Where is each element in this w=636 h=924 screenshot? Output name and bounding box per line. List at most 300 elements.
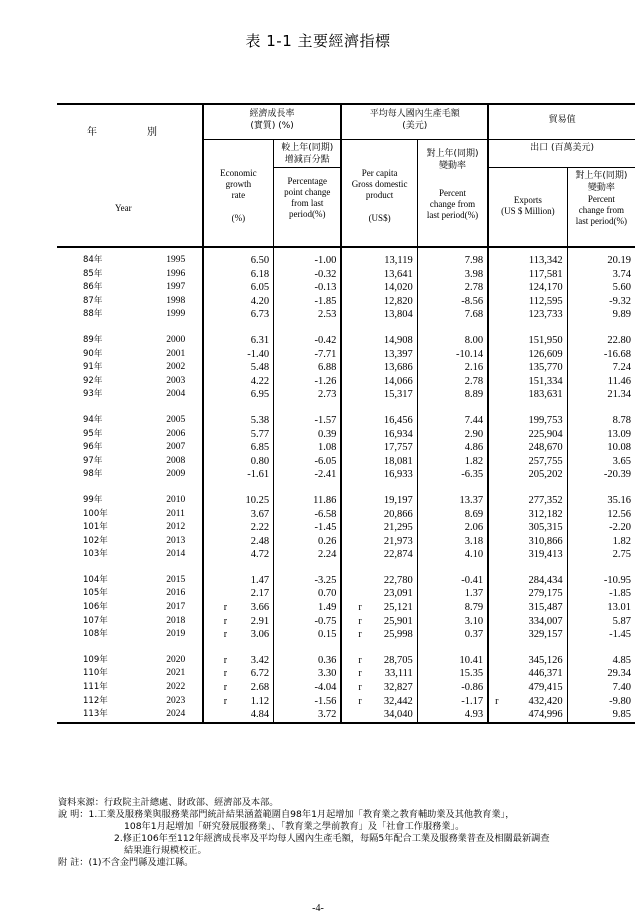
ad-year-cell [144, 654, 203, 668]
ad-year-cell [144, 695, 203, 709]
growth-en-2: growth [225, 179, 252, 189]
exports-change-cell [567, 508, 635, 522]
ad-year-cell-value: 2016 [166, 588, 186, 599]
roc-year-cell-value: 101年 [83, 522, 108, 533]
ad-year-cell-value: 2010 [166, 494, 186, 505]
growth-rate-cell-value: 6.18 [250, 268, 270, 280]
table-row [57, 615, 635, 629]
roc-year-cell [57, 601, 144, 615]
exports-change-cell [567, 441, 635, 455]
roc-year-cell-value: 91年 [83, 362, 103, 373]
ad-year-cell-value: 2001 [166, 348, 186, 359]
desc-1b: 108年1月起增加「研究發展服務業」、「教育業之學前教育」及「社會工作服務業」。 [124, 821, 465, 832]
pp-change-cell [274, 521, 342, 535]
roc-year-cell-value: 88年 [83, 309, 103, 320]
roc-year-cell [57, 508, 144, 522]
ad-year-cell-value: 2020 [166, 654, 186, 665]
pc-change-cell [417, 535, 488, 549]
per-capita-gdp-cell [341, 254, 417, 268]
roc-year-cell-value: 95年 [83, 428, 103, 439]
pp-change-cell-value: -0.13 [314, 282, 337, 294]
pp-change-cell-value: 0.26 [317, 535, 337, 547]
growth-rate-cell-value: 0.80 [250, 455, 270, 467]
table-row [57, 601, 635, 615]
roc-year-cell-value: 113年 [83, 709, 108, 720]
exports-cell-value: 135,770 [528, 362, 563, 374]
pc-change-cell-value: 3.10 [464, 615, 484, 627]
growth-rate-cell [203, 708, 274, 723]
exports-change-cell [567, 681, 635, 695]
growth-rate-cell-value: 2.17 [250, 588, 270, 600]
exports-cell [488, 361, 567, 375]
exports-cell [488, 468, 567, 482]
exports-change-cell [567, 254, 635, 268]
exports-cell [488, 348, 567, 362]
growth-rate-cell [203, 334, 274, 348]
ad-year-cell [144, 281, 203, 295]
per-capita-gdp-cell-value: 28,705 [383, 654, 413, 666]
growth-rate-cell [203, 695, 274, 709]
desc-1a: 1.工業及服務業與服務業部門統計結果涵蓋範圍自98年1月起增加「教育業之教育輔助業及其他教育業」， [88, 809, 515, 820]
pp-change-cell [274, 508, 342, 522]
per-capita-gdp-cell [341, 587, 417, 601]
pc-change-cell-value: 3.98 [464, 268, 484, 280]
exports-change-cell-value: 13.01 [607, 602, 631, 614]
pp-change-cell-value: 3.72 [317, 709, 337, 721]
exports-change-cell [567, 708, 635, 723]
growth-rate-cell-value: 3.06 [250, 629, 270, 641]
per-capita-gdp-cell-value: 22,874 [383, 549, 413, 561]
per-capita-gdp-cell-value: 13,804 [383, 309, 413, 321]
table-row [57, 441, 635, 455]
per-capita-gdp-cell-value: 14,066 [383, 375, 413, 387]
pc-change-cell [417, 615, 488, 629]
per-capita-gdp-cell-value: 14,908 [383, 334, 413, 346]
pc-en-2: Gross domestic [351, 179, 408, 189]
growth-rate-cell [203, 268, 274, 282]
roc-year-cell [57, 414, 144, 428]
pc-change-cell [417, 695, 488, 709]
revised-flag: r [358, 682, 362, 694]
growth-rate-cell [203, 494, 274, 508]
ad-year-cell-value: 2011 [166, 508, 185, 519]
exports-cell-value: 432,420 [528, 695, 563, 707]
per-capita-gdp-cell [341, 308, 417, 322]
pc-change-col-header [417, 140, 488, 248]
roc-year-cell [57, 455, 144, 469]
pc-change-cell [417, 361, 488, 375]
pc-change-cell-value: -0.86 [461, 682, 484, 694]
pc-change-cell [417, 667, 488, 681]
exports-change-cell-value: 5.87 [612, 615, 631, 627]
exports-change-cell-value: 1.82 [612, 535, 631, 547]
pp-change-cell-value: 11.86 [313, 494, 337, 506]
growth-rate-cell [203, 535, 274, 549]
exports-change-cell-value: 10.08 [607, 442, 631, 454]
pp-change-cell [274, 268, 342, 282]
growth-rate-cell-value: 6.50 [250, 255, 270, 266]
pc-change-cell [417, 281, 488, 295]
growth-rate-cell-value: 10.25 [245, 494, 270, 506]
ad-year-cell [144, 361, 203, 375]
exports-change-cell-value: 7.40 [612, 682, 631, 694]
exports-col-header [488, 168, 567, 248]
growth-rate-cell [203, 308, 274, 322]
per-capita-gdp-cell [341, 667, 417, 681]
roc-year-cell [57, 654, 144, 668]
per-capita-gdp-cell [341, 468, 417, 482]
roc-year-cell [57, 695, 144, 709]
pc-change-cell [417, 441, 488, 455]
exports-change-cell [567, 521, 635, 535]
desc-2a: 2.修正106年至112年經濟成長率及平均每人國內生產毛額，每隔5年配合工業及服務業普查及相關最新調查 [114, 833, 550, 844]
pp-change-en-header [274, 168, 342, 248]
roc-year-cell-value: 109年 [83, 654, 108, 665]
growth-rate-cell [203, 361, 274, 375]
per-capita-gdp-header [341, 104, 488, 140]
per-capita-gdp-cell-value: 15,317 [383, 389, 413, 401]
exports-cell [488, 494, 567, 508]
pc-change-cell [417, 521, 488, 535]
exports-cell [488, 428, 567, 442]
source-note: 資料來源：行政院主計總處、財政部、經濟部及本部。 [58, 797, 279, 808]
growth-rate-cell [203, 295, 274, 309]
desc-label: 說 明： [58, 809, 89, 820]
per-capita-gdp-cell [341, 414, 417, 428]
growth-rate-cell [203, 455, 274, 469]
pc-unit: (US$) [368, 213, 391, 223]
pc-change-cell-value: -0.41 [461, 574, 484, 586]
pc-change-cell [417, 428, 488, 442]
roc-year-cell-value: 85年 [83, 268, 103, 279]
exports-change-cell [567, 587, 635, 601]
exports-change-cell-value: 13.09 [607, 428, 631, 440]
revised-flag: r [358, 654, 362, 666]
pp-change-cell-value: 0.36 [317, 654, 337, 666]
pp-change-cell-value: -1.57 [314, 414, 337, 426]
pp-change-cell-value: -0.42 [314, 334, 337, 346]
pc-change-cell-value: 7.68 [464, 309, 484, 321]
ad-year-cell [144, 708, 203, 723]
exports-change-cell [567, 428, 635, 442]
per-capita-gdp-cell [341, 334, 417, 348]
per-capita-gdp-cell-value: 13,641 [383, 268, 413, 280]
year-label-en: Year [115, 203, 132, 213]
exports-cell [488, 548, 567, 562]
exports-change-cell-value: -16.68 [603, 348, 631, 360]
exports-change-cell [567, 548, 635, 562]
roc-year-cell [57, 361, 144, 375]
exports-cell [488, 308, 567, 322]
per-capita-gdp-cell-value: 17,757 [383, 442, 413, 454]
exports-change-cell [567, 494, 635, 508]
roc-year-cell [57, 468, 144, 482]
growth-rate-cell-value: 4.72 [250, 549, 270, 561]
growth-rate-cell [203, 508, 274, 522]
pp-change-cell-value: 6.88 [317, 362, 337, 374]
group-spacer [57, 402, 635, 414]
pc-change-cell-value: 8.00 [464, 334, 484, 346]
ad-year-cell [144, 455, 203, 469]
pp-change-cell-value: -1.85 [314, 295, 337, 307]
pp-change-cell [274, 548, 342, 562]
roc-year-cell [57, 268, 144, 282]
growth-rate-cell [203, 348, 274, 362]
exports-cell-value: 151,334 [528, 375, 563, 387]
growth-rate-cell [203, 615, 274, 629]
year-label-zh-2: 別 [147, 127, 157, 138]
gdp-growth-header [203, 104, 342, 140]
revised-flag: r [495, 695, 499, 707]
exports-change-cell-value: -10.95 [603, 574, 631, 586]
ad-year-cell [144, 388, 203, 402]
pc-change-cell [417, 548, 488, 562]
group-spacer [57, 322, 635, 334]
pc-change-cell [417, 295, 488, 309]
ad-year-cell [144, 494, 203, 508]
pp-change-cell [274, 574, 342, 588]
pp-change-cell [274, 254, 342, 268]
pp-change-cell [274, 628, 342, 642]
growth-rate-cell [203, 468, 274, 482]
per-capita-gdp-cell-value: 12,820 [383, 295, 413, 307]
exports-cell [488, 667, 567, 681]
roc-year-cell-value: 92年 [83, 375, 103, 386]
roc-year-cell [57, 441, 144, 455]
exports-change-cell [567, 295, 635, 309]
per-capita-gdp-cell-value: 16,933 [383, 469, 413, 481]
exports-change-cell [567, 601, 635, 615]
pc-change-cell-value: 4.93 [464, 709, 484, 721]
table-row [57, 308, 635, 322]
table-row [57, 535, 635, 549]
pp-change-cell [274, 601, 342, 615]
exports-cell-value: 319,413 [528, 549, 563, 561]
ad-year-cell-value: 2008 [166, 455, 186, 466]
ad-year-cell [144, 615, 203, 629]
ad-year-cell [144, 441, 203, 455]
exports-change-cell [567, 628, 635, 642]
revised-flag: r [358, 629, 362, 641]
exports-cell [488, 268, 567, 282]
exports-change-cell-value: -9.32 [609, 295, 631, 307]
per-capita-gdp-cell-value: 32,442 [383, 695, 413, 707]
pc-change-cell [417, 681, 488, 695]
ad-year-cell [144, 295, 203, 309]
per-capita-gdp-cell [341, 361, 417, 375]
table-row [57, 268, 635, 282]
growth-rate-cell [203, 574, 274, 588]
table-row [57, 667, 635, 681]
exports-change-cell-value: 3.74 [612, 268, 631, 280]
ad-year-cell [144, 508, 203, 522]
per-capita-gdp-label: 平均每人國內生產毛額 [369, 109, 460, 119]
pc-change-cell-value: 7.98 [464, 255, 484, 266]
ad-year-cell-value: 2002 [166, 362, 186, 373]
per-capita-gdp-cell [341, 388, 417, 402]
gdp-growth-label-2: (實質) (%) [250, 121, 294, 131]
table-row [57, 587, 635, 601]
ad-year-cell-value: 1999 [166, 309, 186, 320]
exports-cell [488, 654, 567, 668]
exports-cell-value: 124,170 [528, 282, 563, 294]
roc-year-cell [57, 521, 144, 535]
ad-year-cell-value: 2000 [166, 334, 186, 345]
exports-cell [488, 281, 567, 295]
roc-year-cell-value: 108年 [83, 629, 108, 640]
growth-rate-col-header [203, 140, 274, 248]
exports-cell-value: 315,487 [528, 602, 563, 614]
table-row [57, 348, 635, 362]
roc-year-cell [57, 574, 144, 588]
pc-change-cell-value: 0.37 [464, 629, 484, 641]
pp-change-cell-value: -1.26 [314, 375, 337, 387]
pp-change-cell-value: 1.49 [317, 602, 337, 614]
per-capita-gdp-cell-value: 25,998 [383, 629, 413, 641]
ex-chg-zh-1: 對上年(同期) [575, 171, 628, 181]
per-capita-gdp-cell-value: 16,934 [383, 428, 413, 440]
exports-cell-value: 284,434 [528, 574, 563, 586]
pp-change-zh-header [274, 140, 342, 168]
exports-cell-value: 112,595 [528, 295, 563, 307]
exports-cell-value: 248,670 [528, 442, 563, 454]
exports-change-cell-value: -1.45 [609, 629, 631, 641]
ad-year-cell-value: 2007 [166, 442, 186, 453]
pp-change-zh-1: 較上年(同期) [281, 143, 334, 153]
per-capita-gdp-cell [341, 574, 417, 588]
roc-year-cell [57, 494, 144, 508]
table-row [57, 548, 635, 562]
per-capita-gdp-cell-value: 13,397 [383, 348, 413, 360]
exports-change-cell [567, 281, 635, 295]
ad-year-cell-value: 2006 [166, 428, 186, 439]
ad-year-cell [144, 667, 203, 681]
per-capita-gdp-cell [341, 681, 417, 695]
pc-change-cell [417, 308, 488, 322]
exports-change-cell-value: -20.39 [603, 469, 631, 481]
growth-rate-cell [203, 681, 274, 695]
pp-change-cell [274, 308, 342, 322]
ad-year-cell [144, 535, 203, 549]
exports-cell-value: 345,126 [528, 654, 563, 666]
exports-change-cell [567, 535, 635, 549]
pc-change-cell [417, 574, 488, 588]
per-capita-gdp-cell-value: 22,780 [383, 574, 413, 586]
per-capita-gdp-cell [341, 455, 417, 469]
ad-year-cell [144, 601, 203, 615]
table-row [57, 414, 635, 428]
growth-rate-cell [203, 441, 274, 455]
growth-rate-cell-value: 4.84 [250, 709, 270, 721]
roc-year-cell [57, 348, 144, 362]
pc-change-cell-value: 1.37 [464, 588, 484, 600]
growth-rate-cell-value: 2.68 [250, 682, 270, 694]
roc-year-cell [57, 295, 144, 309]
exports-change-cell [567, 388, 635, 402]
pp-change-cell [274, 361, 342, 375]
growth-rate-cell-value: 4.22 [250, 375, 270, 387]
pc-change-cell [417, 494, 488, 508]
exports-cell [488, 508, 567, 522]
growth-rate-cell-value: 1.12 [250, 695, 270, 707]
ad-year-cell [144, 334, 203, 348]
growth-rate-cell-value: 3.67 [250, 508, 270, 520]
exports-cell-value: 312,182 [528, 508, 563, 520]
exports-change-cell [567, 615, 635, 629]
growth-rate-cell [203, 388, 274, 402]
growth-rate-cell-value: 1.47 [250, 574, 270, 586]
ex-chg-zh-2: 變動率 [587, 183, 615, 193]
pp-change-cell-value: -0.75 [314, 615, 337, 627]
exports-cell [488, 254, 567, 268]
pc-change-cell-value: 2.16 [464, 362, 484, 374]
ad-year-cell-value: 2003 [166, 375, 186, 386]
pp-en-3: from last [291, 198, 324, 208]
roc-year-cell-value: 96年 [83, 442, 103, 453]
roc-year-cell-value: 111年 [83, 682, 108, 693]
exports-change-cell-value: 9.89 [612, 309, 631, 321]
pc-change-cell-value: -8.56 [461, 295, 484, 307]
pc-chg-zh-2: 變動率 [438, 161, 466, 171]
exports-change-cell [567, 667, 635, 681]
pc-change-cell-value: 7.44 [464, 414, 484, 426]
ad-year-cell [144, 348, 203, 362]
growth-rate-cell-value: 3.42 [250, 654, 270, 666]
pc-change-cell-value: 8.69 [464, 508, 484, 520]
pc-chg-en-3: last period(%) [426, 210, 479, 220]
pp-change-cell-value: -1.56 [314, 695, 337, 707]
ad-year-cell [144, 521, 203, 535]
pc-change-cell [417, 348, 488, 362]
exports-cell [488, 574, 567, 588]
pc-change-cell [417, 601, 488, 615]
roc-year-cell-value: 107年 [83, 615, 108, 626]
ad-year-cell-value: 2004 [166, 389, 186, 400]
pp-change-cell-value: -1.45 [314, 522, 337, 534]
roc-year-cell [57, 308, 144, 322]
exports-cell-value: 257,755 [528, 455, 563, 467]
ad-year-cell [144, 548, 203, 562]
growth-rate-cell [203, 654, 274, 668]
pc-change-cell-value: 3.18 [464, 535, 484, 547]
pp-change-cell-value: -1.00 [314, 255, 337, 266]
growth-rate-cell-value: 2.22 [250, 522, 270, 534]
table-row [57, 494, 635, 508]
per-capita-gdp-cell-value: 25,121 [383, 602, 413, 614]
pp-change-cell-value: 2.24 [317, 549, 337, 561]
roc-year-cell-value: 112年 [83, 695, 108, 706]
per-capita-gdp-cell [341, 601, 417, 615]
pp-change-cell [274, 695, 342, 709]
exports-change-cell [567, 455, 635, 469]
pc-change-cell [417, 455, 488, 469]
per-capita-gdp-cell-value: 18,081 [383, 455, 413, 467]
roc-year-cell [57, 334, 144, 348]
trade-label: 貿易值 [548, 115, 576, 125]
ad-year-cell [144, 414, 203, 428]
table-row [57, 388, 635, 402]
growth-rate-cell [203, 601, 274, 615]
pp-change-cell [274, 494, 342, 508]
ad-year-cell-value: 2014 [166, 549, 186, 560]
ad-year-cell-value: 1995 [166, 255, 186, 265]
exports-change-cell [567, 414, 635, 428]
year-header-cell [57, 104, 203, 247]
per-capita-gdp-cell [341, 521, 417, 535]
pc-change-cell-value: 4.86 [464, 442, 484, 454]
pc-change-cell-value: 8.79 [464, 602, 484, 614]
per-capita-gdp-unit-zh: (美元) [402, 121, 428, 131]
